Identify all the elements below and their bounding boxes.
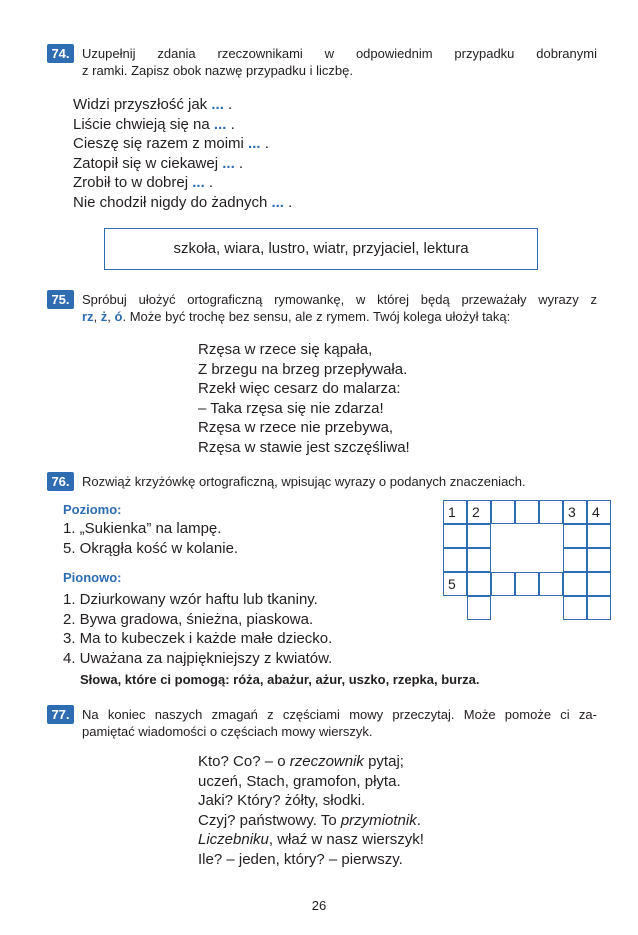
crossword-cell[interactable] — [467, 524, 491, 548]
clue: 2. Bywa gradowa, śnieżna, piaskowa. — [63, 610, 314, 628]
clue: 4. Uważana za najpiękniejszy z kwiatów. — [63, 649, 333, 667]
exercise-77-poem — [198, 752, 424, 869]
sentence: Zrobił to w dobrej ... . — [73, 174, 214, 191]
crossword-cell[interactable] — [563, 524, 587, 548]
across-heading: Poziomo: — [63, 502, 122, 517]
exercise-74-number: 74. — [47, 44, 74, 63]
word-box: szkoła, wiara, lustro, wiatr, przyjaciel, lektura — [104, 228, 538, 270]
poem-line: – Taka rzęsa się nie zdarza! — [198, 399, 384, 417]
sentence: Liście chwieją się na ... . — [73, 115, 235, 133]
exercise-75-instruction: Spróbuj ułożyć ortograficzną rymowankę, w której będą przeważały wyrazy z rz, ż, ó. Może być trochę bez sensu, ale z rymem. Twój kolega ułożył taką: — [82, 292, 597, 324]
sentence: Zatopił się w ciekawej ... . — [73, 154, 244, 172]
sentence: Nie chodził nigdy do żadnych ... . — [73, 193, 293, 211]
crossword-cell[interactable]: 3 — [563, 500, 587, 524]
down-heading: Pionowo: — [63, 570, 122, 585]
poem-line: Ile? – jeden, który? – pierwszy. — [198, 850, 403, 868]
crossword-cell[interactable] — [539, 572, 563, 596]
poem-line: uczeń, Stach, gramofon, płyta. — [198, 772, 401, 790]
crossword-cell[interactable] — [587, 572, 611, 596]
crossword-cell[interactable] — [539, 500, 563, 524]
crossword-cell[interactable] — [515, 572, 539, 596]
down-clues — [63, 590, 332, 668]
clue: 3. Ma to kubeczek i każde małe dziecko. — [63, 630, 333, 647]
crossword-cell[interactable] — [467, 572, 491, 596]
crossword-cell[interactable] — [467, 596, 491, 620]
exercise-74-instruction: Uzupełnij zdania rzeczownikami w odpowiednim przypadku dobranymi z ramki. Zapisz obok nazwę przypadku i liczbę. — [82, 46, 597, 78]
across-clues — [63, 519, 238, 558]
clue: 5. Okrągła kość w kolanie. — [63, 539, 239, 557]
crossword-cell[interactable] — [443, 524, 467, 548]
clue: 1. „Sukienka” na lampę. — [63, 520, 222, 537]
poem-line: Jaki? Który? żółty, słodki. — [198, 792, 366, 809]
crossword-cell[interactable] — [587, 548, 611, 572]
poem-line: Z brzegu na brzeg przepływała. — [198, 360, 408, 378]
poem-line: Rzęsa w rzece nie przebywa, — [198, 419, 394, 436]
poem-line: Rzekł więc cesarz do malarza: — [198, 380, 401, 397]
poem-line: Rzęsa w stawie jest szczęśliwa! — [198, 438, 410, 456]
crossword-cell[interactable]: 2 — [467, 500, 491, 524]
crossword-cell[interactable] — [491, 500, 515, 524]
crossword-cell[interactable]: 5 — [443, 572, 467, 596]
crossword-cell[interactable]: 4 — [587, 500, 611, 524]
exercise-75-number: 75. — [47, 290, 74, 309]
exercise-76-instruction: Rozwiąż krzyżówkę ortograficzną, wpisując wyrazy o podanych znaczeniach. — [82, 474, 526, 489]
exercise-74-sentences — [73, 95, 292, 212]
sentence: Cieszę się razem z moimi ... . — [73, 135, 269, 152]
crossword-cell[interactable] — [563, 548, 587, 572]
crossword-cell[interactable] — [467, 548, 491, 572]
crossword-cell[interactable] — [587, 524, 611, 548]
crossword-cell[interactable]: 1 — [443, 500, 467, 524]
crossword-cell[interactable] — [587, 596, 611, 620]
crossword-cell[interactable] — [563, 572, 587, 596]
exercise-77-number: 77. — [47, 705, 74, 724]
crossword-cell[interactable] — [443, 548, 467, 572]
page-number: 26 — [311, 898, 327, 913]
hint-words: Słowa, które ci pomogą: róża, abażur, ażur, uszko, rzepka, burza. — [80, 672, 480, 687]
crossword-cell[interactable] — [563, 596, 587, 620]
poem-line: Rzęsa w rzece się kąpała, — [198, 341, 373, 358]
poem-line: Kto? Co? – o rzeczownik pytaj; — [198, 753, 404, 770]
crossword-cell[interactable] — [515, 500, 539, 524]
exercise-75-poem — [198, 340, 410, 457]
exercise-77-instruction: Na koniec naszych zmagań z częściami mowy przeczytaj. Może pomoże ci za- pamiętać wiadomości o częściach mowy wierszyk. — [82, 707, 597, 739]
poem-line: Czyj? państwowy. To przymiotnik. — [198, 811, 421, 829]
crossword-cell[interactable] — [491, 572, 515, 596]
sentence: Widzi przyszłość jak ... . — [73, 96, 233, 113]
exercise-76-number: 76. — [47, 472, 74, 491]
poem-line: Liczebniku, właź w nasz wierszyk! — [198, 831, 424, 848]
clue: 1. Dziurkowany wzór haftu lub tkaniny. — [63, 591, 318, 608]
